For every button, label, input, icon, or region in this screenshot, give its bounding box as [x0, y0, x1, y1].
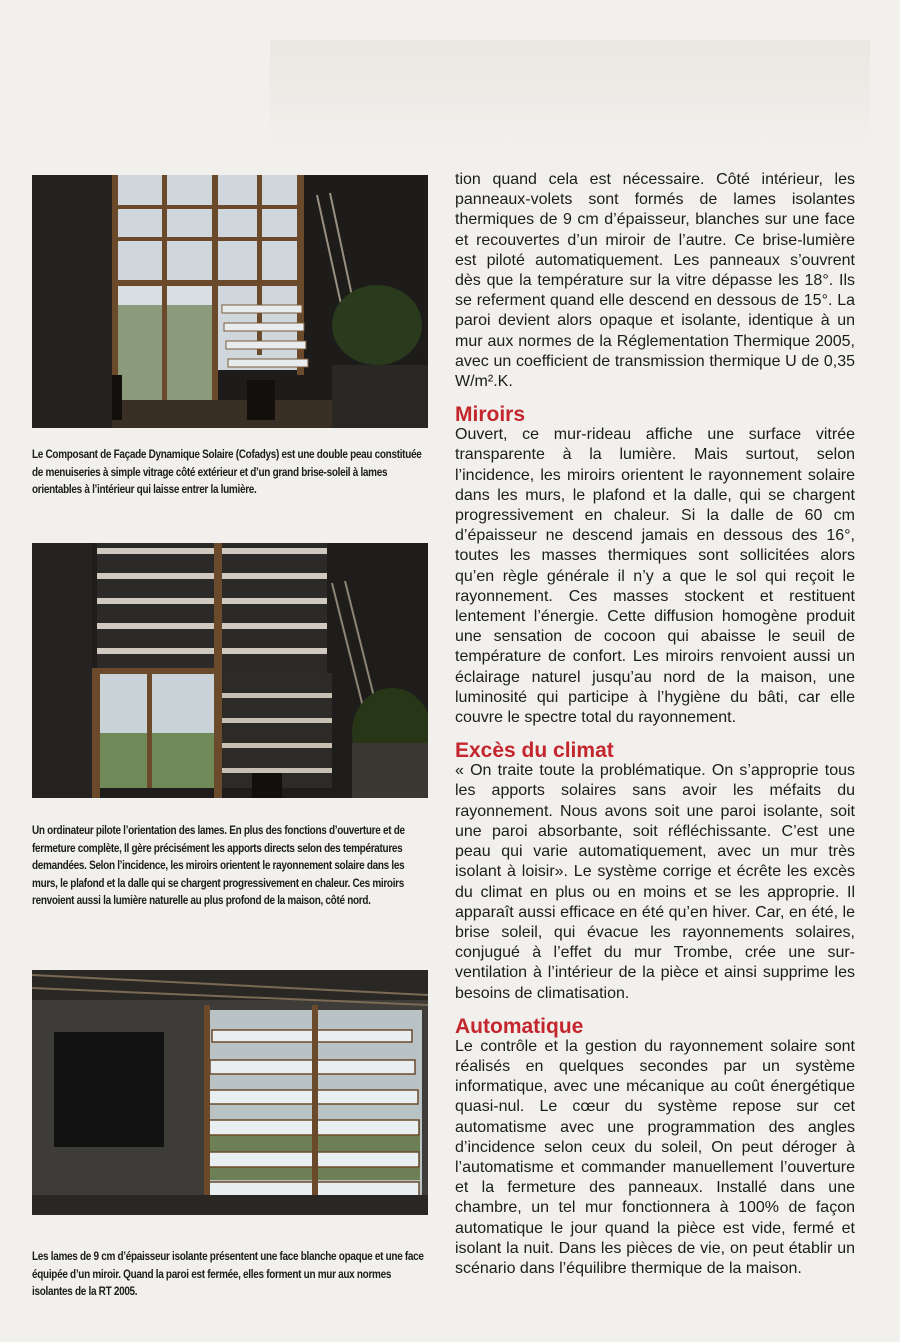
- section-body-automatique: Le contrôle et la gestion du rayonnement solaire sont réalisés en quelques secondes par un système informatique, avec une mécanique au coût énergétique quasi-nul. Le cœur du système repose sur cet automatisme avec une programmation des angles d’incidence selon ceux du soleil, On peut déroger à l’automatisme et commander manuellement l’ouverture et la fermeture des panneaux. Installé dans une chambre, un tel mur fonctionnera à 100% de façon automatique le jour quand la pièce est vide, fermé et isolant la nuit. Dans les pièces de vie, on peut établir un scénario dans l’équilibre thermique de la maison.: [455, 1037, 855, 1277]
- caption-photo-3: Les lames de 9 cm d’épaisseur isolante présentent une face blanche opaque et une face équipée d’un miroir. Quand la paroi est fermée, elles forment un mur aux normes isolantes de la RT 2005.: [32, 1250, 424, 1298]
- section-heading-exces-climat: Excès du climat: [455, 739, 614, 763]
- section-heading-automatique: Automatique: [455, 1014, 584, 1038]
- article-column: [455, 170, 855, 1279]
- faded-header-area: [270, 40, 870, 150]
- section-body-miroirs: Ouvert, ce mur-rideau affiche une surface vitrée transparente à la lumière. Mais surtout, selon l’incidence, les miroirs orientent le rayonnement solaire dans les murs, le plafond et la dalle, qui se chargent progressivement en chaleur. Si la dalle de 60 cm d’épaisseur ne descend jamais en dessous des 16°, toutes les masses thermiques sont sollicitées alors qu’en règle générale il n’y a que le sol qui reçoit le rayonnement. Ces masses stockent et restituent lentement l’énergie. Cette diffusion homogène produit une sensation de cocoon qui abaisse le seuil de température de confort. Les miroirs renvoient aussi un éclairage naturel jusqu’au nord de la maison, une luminosité qui participe à l’hygiène du bâti, car elle couvre le spectre total du rayonnement.: [455, 426, 855, 727]
- photo-louvres-interior: [32, 543, 428, 798]
- section-body-exces-climat: « On traite toute la problématique. On s’approprie tous les apports solaires sans avoir les méfaits du rayonnement. Nous avons soit une paroi isolante, soit une paroi absorbante, soit réfléchissante. C’est une peau qui varie automatiquement, avec un mur très isolant à loisir». Le système corrige et écrête les excès du climat en plus ou en moins et se les approprie. Il apparaît aussi efficace en été qu’en hiver. Car, en été, le brise soleil, qui évacue les rayonnements solaires, conjugué à l’effet du mur Trombe, crée une sur-ventilation à l’intérieur de la pièce et ainsi supprime les besoins de climatisation.: [455, 762, 855, 1002]
- section-heading-miroirs: Miroirs: [455, 403, 526, 427]
- caption-photo-2: Un ordinateur pilote l’orientation des lames. En plus des fonctions d’ouverture et de fermeture complète, Il gère précisément les apports directs selon des températures demandées. Selon l’incidence, les miroirs orientent le rayonnement solaire dans les murs, le plafond et la dalle qui se chargent progressivement en chaleur. Ces miroirs renvoient aussi la lumière naturelle au plus profond de la maison, côté nord.: [32, 824, 405, 907]
- photo-facade-exterior: [32, 175, 428, 428]
- caption-photo-1: Le Composant de Façade Dynamique Solaire (Cofadys) est une double peau constituée de menuiseries à simple vitrage côté extérieur et d’un grand brise-soleil à lames orientables à l’intérieur qui laisse entrer la lumière.: [32, 448, 422, 496]
- article-intro-paragraph: tion quand cela est nécessaire. Côté intérieur, les panneaux-volets sont formés de lames isolantes thermiques de 9 cm d’épaisseur, blanches sur une face et recouvertes d’un miroir de l’autre. Ce brise-lumière est piloté automatiquement. Les panneaux s’ouvrent dès que la température sur la vitre dépasse les 18°. Ils se referment quand elle descend en dessous de 15°. La paroi devient alors opaque et isolante, identique à un mur aux normes de la Réglementation Thermique 2005, avec un coefficient de transmission thermique U de 0,35 W/m².K.: [455, 171, 855, 391]
- photo-louvres-open: [32, 970, 428, 1215]
